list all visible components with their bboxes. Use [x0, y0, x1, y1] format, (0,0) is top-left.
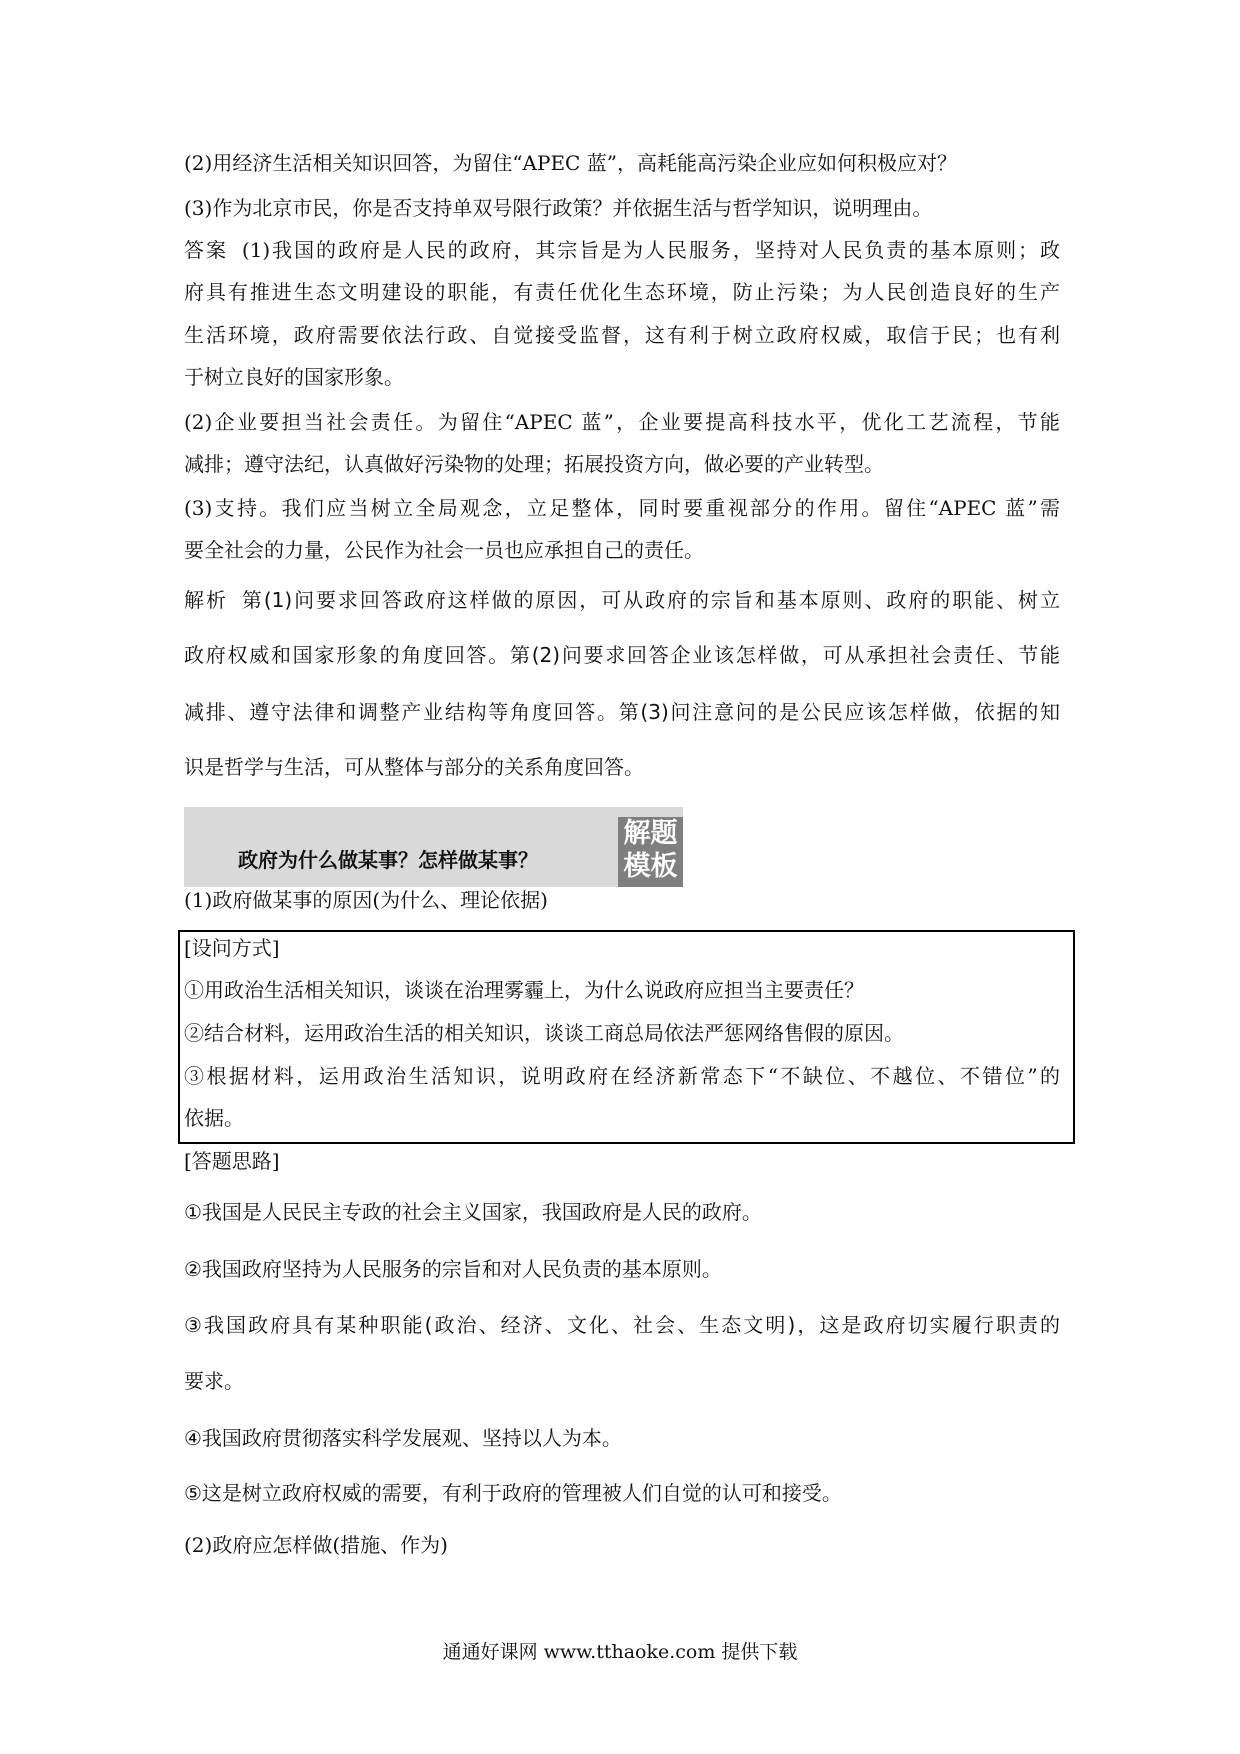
- answer-line-8: 要全社会的力量，公民作为社会一员也应承担自己的责任。: [184, 538, 704, 562]
- answer-line-1: 答案 (1)我国的政府是人民的政府，其宗旨是为人民服务，坚持对人民负责的基本原则；政: [184, 238, 1060, 262]
- analysis-label: 解析: [184, 588, 228, 612]
- question-3: (3)作为北京市民，你是否支持单双号限行政策？并依据生活与哲学知识，说明理由。: [184, 196, 933, 220]
- ask-line-4: 依据。: [184, 1106, 244, 1130]
- ask-line-2: ②结合材料，运用政治生活的相关知识，谈谈工商总局依法严惩网络售假的原因。: [184, 1021, 904, 1045]
- idea-line-4: 要求。: [184, 1369, 244, 1393]
- analysis-line-3: 减排、遵守法律和调整产业结构等角度回答。第(3)问注意问的是公民应该怎样做，依据的知: [184, 700, 1060, 724]
- idea-line-2: ②我国政府坚持为人民服务的宗旨和对人民负责的基本原则。: [184, 1257, 722, 1281]
- section-1-heading: (1)政府做某事的原因(为什么、理论依据): [184, 888, 548, 912]
- idea-line-1: ①我国是人民民主专政的社会主义国家，我国政府是人民的政府。: [184, 1200, 762, 1224]
- analysis-line-1: 解析 第(1)问要求回答政府这样做的原因，可从政府的宗旨和基本原则、政府的职能、树立: [184, 588, 1060, 612]
- ask-line-1: ①用政治生活相关知识，谈谈在治理雾霾上，为什么说政府应担当主要责任？: [184, 978, 864, 1002]
- ask-label: [设问方式]: [184, 936, 280, 960]
- idea-line-5: ④我国政府贯彻落实科学发展观、坚持以人为本。: [184, 1426, 622, 1450]
- idea-label: [答题思路]: [184, 1149, 280, 1173]
- idea-line-6: ⑤这是树立政府权威的需要，有利于政府的管理被人们自觉的认可和接受。: [184, 1481, 842, 1505]
- answer-line-2: 府具有推进生态文明建设的职能，有责任优化生态环境，防止污染；为人民创造良好的生产: [184, 280, 1060, 304]
- template-banner: [184, 807, 683, 887]
- section-2-heading: (2)政府应怎样做(措施、作为): [184, 1533, 448, 1557]
- badge-line-1: 解题: [623, 818, 678, 849]
- answer-line-4: 于树立良好的国家形象。: [184, 365, 404, 389]
- badge-line-2: 模板: [623, 851, 678, 882]
- answer-line-7: (3)支持。我们应当树立全局观念，立足整体，同时要重视部分的作用。留住“APEC 蓝”需: [184, 496, 1060, 520]
- answer-line-5: (2)企业要担当社会责任。为留住“APEC 蓝”，企业要提高科技水平，优化工艺流程，节能: [184, 410, 1060, 434]
- answer-line-6: 减排；遵守法纪，认真做好污染物的处理；拓展投资方向，做必要的产业转型。: [184, 452, 884, 476]
- question-2: (2)用经济生活相关知识回答，为留住“APEC 蓝”，高耗能高污染企业应如何积极应对？: [184, 151, 957, 175]
- idea-line-3: ③我国政府具有某种职能(政治、经济、文化、社会、生态文明)，这是政府切实履行职责的: [184, 1313, 1060, 1337]
- analysis-line-4: 识是哲学与生活，可从整体与部分的关系角度回答。: [184, 755, 644, 779]
- analysis-line-2: 政府权威和国家形象的角度回答。第(2)问要求回答企业该怎样做，可从承担社会责任、节能: [184, 643, 1060, 667]
- page-footer: 通通好课网 www.tthaoke.com 提供下载: [442, 1641, 798, 1663]
- template-title: 政府为什么做某事？怎样做某事？: [238, 848, 538, 872]
- answer-label: 答案: [184, 238, 228, 262]
- answer-line-3: 生活环境，政府需要依法行政、自觉接受监督，这有利于树立政府权威，取信于民；也有利: [184, 323, 1060, 347]
- ask-line-3: ③根据材料，运用政治生活知识，说明政府在经济新常态下“不缺位、不越位、不错位”的: [184, 1064, 1060, 1088]
- template-badge: [618, 817, 683, 887]
